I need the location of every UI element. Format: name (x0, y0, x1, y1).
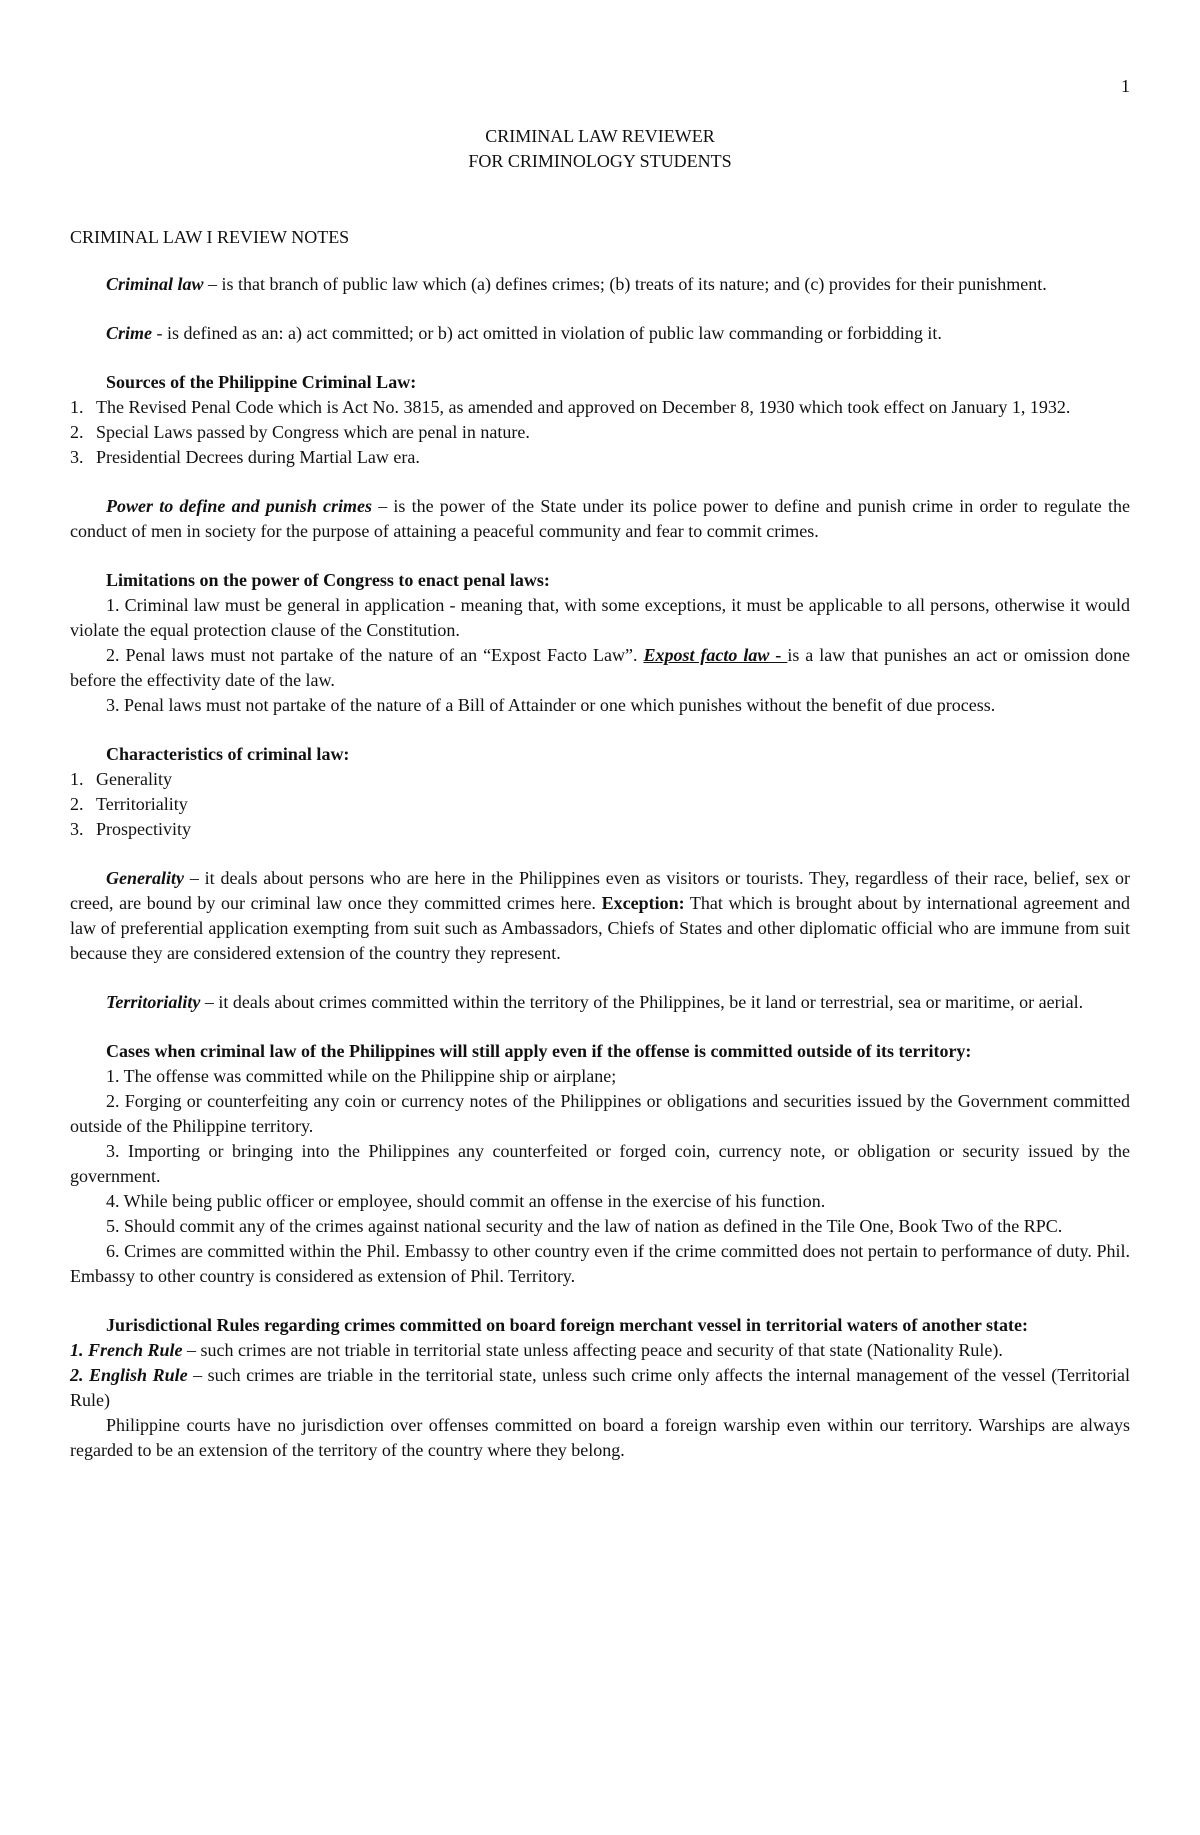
list-number: 3. (70, 447, 84, 467)
list-item: 3. Importing or bringing into the Philippines any counterfeited or forged coin, currency note, or obligation or security issued by the government. (70, 1141, 1130, 1186)
list-item (70, 817, 1130, 842)
list-item (70, 445, 1130, 470)
list-text: The Revised Penal Code which is Act No. 3815, as amended and approved on December 8, 1930 which took effect on January 1, 1932. (96, 397, 1071, 417)
title-line-1: CRIMINAL LAW REVIEWER (485, 126, 715, 146)
list-item (70, 792, 1130, 817)
list-number: 2. (70, 422, 84, 442)
french-rule (70, 1338, 1130, 1363)
power-term: Power to define and punish crimes (106, 496, 373, 516)
list-text: Presidential Decrees during Martial Law era. (96, 447, 420, 467)
sources-list (70, 395, 1130, 470)
document-body (70, 225, 1130, 1463)
limitations-list (70, 593, 1130, 718)
generality-text: – it deals about persons who are here in the Philippines even as visitors or tourists. They, regardless of their race, belief, sex or creed, are bound by our criminal law once they committed crimes here. (70, 868, 1130, 913)
list-text: Special Laws passed by Congress which are penal in nature. (96, 422, 530, 442)
territoriality-term: Territoriality (106, 992, 201, 1012)
list-item: 1. The offense was committed while on the Philippine ship or airplane; (106, 1066, 617, 1086)
crime-term: Crime (106, 323, 153, 343)
list-item: 2. Forging or counterfeiting any coin or currency notes of the Philippines or obligations and securities issued by the Government committed outside of the Philippine territory. (70, 1091, 1130, 1136)
expost-facto-term: Expost facto law - (643, 645, 788, 665)
cases-list (70, 1064, 1130, 1289)
cases-heading: Cases when criminal law of the Philippines will still apply even if the offense is committed outside of its territory: (106, 1041, 972, 1061)
list-item (70, 767, 1130, 792)
french-rule-text: – such crimes are not triable in territorial state unless affecting peace and security of that state (Nationality Rule). (182, 1340, 1003, 1360)
list-item: 1. Criminal law must be general in application - meaning that, with some exceptions, it must be applicable to all persons, otherwise it would violate the equal protection clause of the Constitution. (70, 595, 1130, 640)
crime-text: - is defined as an: a) act committed; or b) act omitted in violation of public law commanding or forbidding it. (152, 323, 942, 343)
list-text: Territoriality (96, 794, 188, 814)
generality-definition (70, 866, 1130, 966)
list-number: 1. (70, 769, 84, 789)
list-item: 3. Penal laws must not partake of the nature of a Bill of Attainder or one which punishes without the benefit of due process. (106, 695, 996, 715)
list-number: 2. (70, 794, 84, 814)
section-title: CRIMINAL LAW I REVIEW NOTES (70, 227, 350, 247)
list-item: 4. While being public officer or employee, should commit an offense in the exercise of his function. (106, 1191, 826, 1211)
exception-label: Exception: (601, 893, 685, 913)
list-text: Prospectivity (96, 819, 191, 839)
generality-term: Generality (106, 868, 184, 888)
list-number: 1. (70, 397, 84, 417)
list-item: 5. Should commit any of the crimes against national security and the law of nation as defined in the Tile One, Book Two of the RPC. (106, 1216, 1063, 1236)
territoriality-text: – it deals about crimes committed within the territory of the Philippines, be it land or terrestrial, sea or maritime, or aerial. (200, 992, 1084, 1012)
territoriality-definition (70, 990, 1130, 1015)
characteristics-heading: Characteristics of criminal law: (106, 744, 350, 764)
limitations-heading: Limitations on the power of Congress to enact penal laws: (106, 570, 550, 590)
crime-definition (70, 321, 1130, 346)
sources-heading: Sources of the Philippine Criminal Law: (106, 372, 417, 392)
list-number: 3. (70, 819, 84, 839)
english-rule-text: – such crimes are triable in the territorial state, unless such crime only affects the internal management of the vessel (Territorial Rule) (70, 1365, 1130, 1410)
list-text: 2. Penal laws must not partake of the nature of an “Expost Facto Law”. (106, 645, 644, 665)
page-number: 1 (1121, 76, 1130, 96)
characteristics-list (70, 767, 1130, 842)
list-text: Generality (96, 769, 172, 789)
criminal-law-definition (70, 272, 1130, 297)
list-item (70, 643, 1130, 693)
document-title (0, 124, 1200, 174)
warship-paragraph: Philippine courts have no jurisdiction over offenses committed on board a foreign warship even within our territory. Warships are always regarded to be an extension of the territory of the country where they belong. (70, 1415, 1130, 1460)
list-text: is a law that punishes an act or omission done before the effectivity date of the law. (70, 645, 1130, 690)
french-rule-term: 1. French Rule (70, 1340, 183, 1360)
criminal-law-term: Criminal law (106, 274, 204, 294)
english-rule-term: 2. English Rule (70, 1365, 188, 1385)
criminal-law-text: – is that branch of public law which (a) defines crimes; (b) treats of its nature; and (c) provides for their punishment. (203, 274, 1047, 294)
exception-text: That which is brought about by international agreement and law of preferential application exempting from suit such as Ambassadors, Chiefs of States and other diplomatic official who are immune from suit because they are considered extension of the country they represent. (70, 893, 1130, 963)
list-item (70, 395, 1130, 420)
jurisdictional-heading: Jurisdictional Rules regarding crimes committed on board foreign merchant vessel in territorial waters of another state: (106, 1315, 1029, 1335)
title-line-2: FOR CRIMINOLOGY STUDENTS (468, 151, 732, 171)
power-definition (70, 494, 1130, 544)
power-text: – is the power of the State under its police power to define and punish crime in order to regulate the conduct of men in society for the purpose of attaining a peaceful community and fear to commit crimes. (70, 496, 1130, 541)
english-rule (70, 1363, 1130, 1413)
list-item: 6. Crimes are committed within the Phil. Embassy to other country even if the crime committed does not pertain to performance of duty. Phil. Embassy to other country is considered as extension of Phil. Territory. (70, 1241, 1130, 1286)
list-item (70, 420, 1130, 445)
